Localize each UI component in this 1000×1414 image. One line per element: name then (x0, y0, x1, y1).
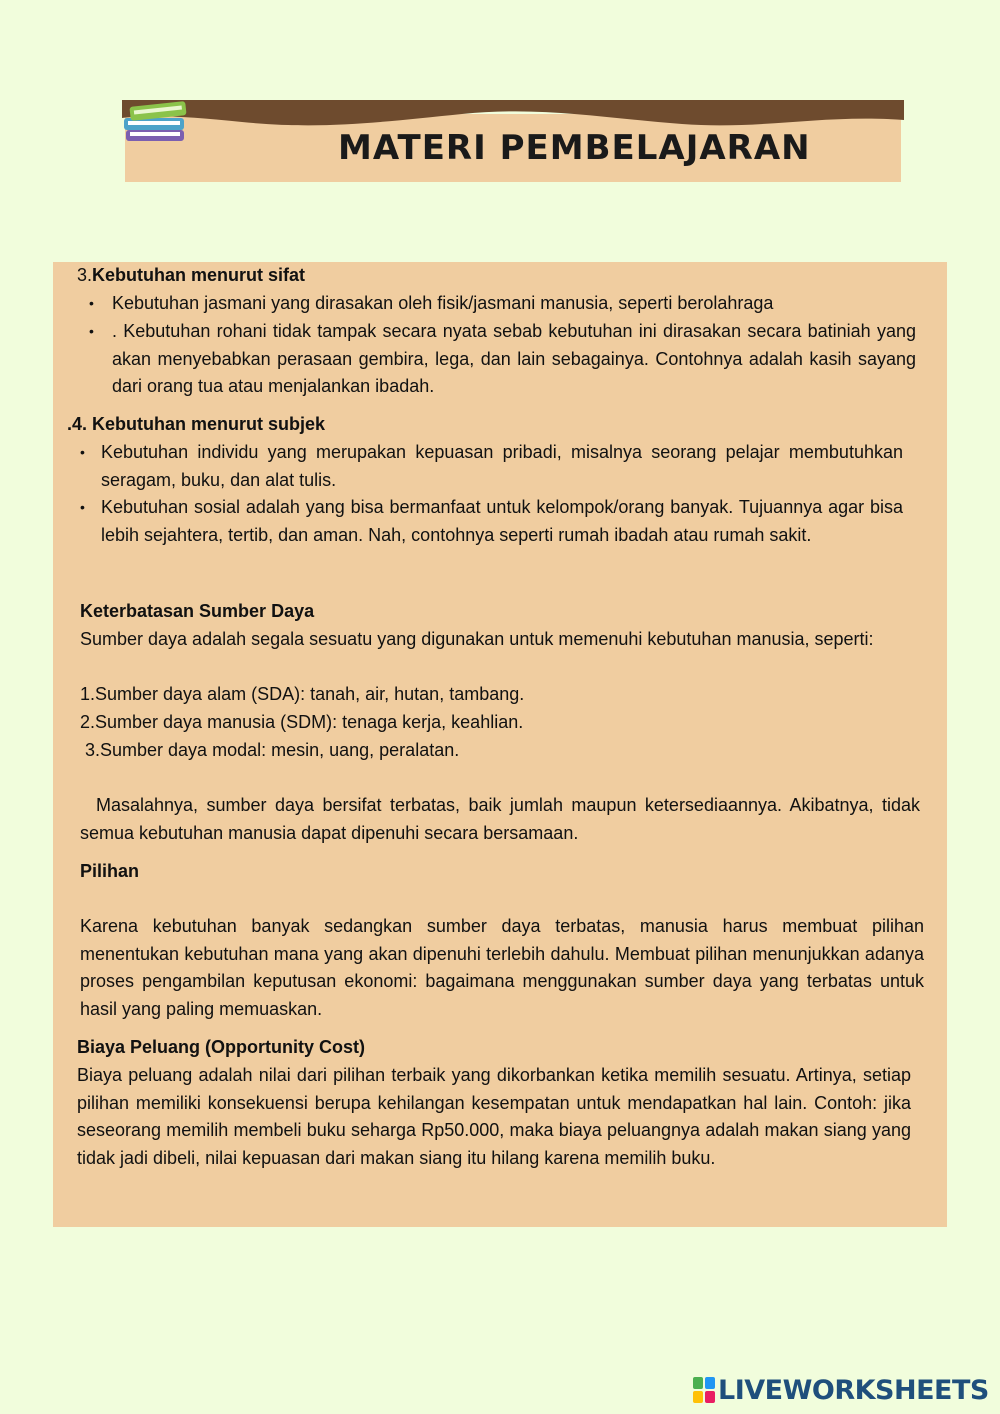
heading-text: Kebutuhan menurut sifat (92, 265, 306, 285)
heading-number: 3. (77, 265, 93, 285)
keterbatasan-intro: Sumber daya adalah segala sesuatu yang digunakan untuk memenuhi kebutuhan manusia, seperti: (80, 629, 874, 649)
content-panel (53, 262, 947, 1227)
section-biaya-heading: Biaya Peluang (Opportunity Cost) (77, 1037, 366, 1057)
section-subjek-heading: .4. Kebutuhan menurut subjek (67, 414, 326, 434)
section-sifat-heading (77, 262, 305, 290)
list-item (112, 318, 916, 401)
resource-list-item: 2.Sumber daya manusia (SDM): tenaga kerja, keahlian. (80, 712, 524, 732)
logo-mark-icon (693, 1377, 715, 1403)
bullet-icon: • (80, 444, 85, 460)
section-pilihan-heading: Pilihan (80, 861, 140, 881)
header-banner (122, 100, 904, 184)
list-item: Kebutuhan individu yang merupakan kepuasan pribadi, misalnya seorang pelajar membutuhkan seragam, buku, dan alat tulis. (101, 442, 903, 490)
biaya-body: Biaya peluang adalah nilai dari pilihan terbaik yang dikorbankan ketika memilih sesuatu. Artinya, setiap pilihan memiliki konsekuensi berupa kehilangan kesempatan untuk mendapatkan hal lain. Contoh: jika seseorang memilih membeli buku seharga Rp50.000, maka biaya peluangnya adalah makan siang yang tidak jadi dibeli, nilai kepuasan dari makan siang itu hilang karena memilih buku. (77, 1065, 911, 1169)
bullet-icon: • (89, 323, 94, 339)
pilihan-body: Karena kebutuhan banyak sedangkan sumber daya terbatas, manusia harus membuat pilihan menentukan kebutuhan mana yang akan dipenuhi terlebih dahulu. Membuat pilihan menunjukkan adanya proses pengambilan keputusan ekonomi: bagaimana menggunakan sumber daya yang terbatas untuk hasil yang paling memuaskan. (80, 916, 924, 1020)
logo-text: LIVEWORKSHEETS (718, 1374, 989, 1406)
list-item-text: . Kebutuhan rohani tidak tampak secara nyata sebab kebutuhan ini dirasakan secara batiniah yang akan menyebabkan perasaan gembira, lega, dan lain sebagainya. Contohnya adalah kasih sayang dari orang tua atau menjalankan ibadah. (112, 321, 916, 397)
bullet-icon: • (80, 499, 85, 515)
bullet-icon: • (89, 295, 94, 311)
books-icon (122, 100, 192, 146)
section-keterbatasan-heading: Keterbatasan Sumber Daya (80, 601, 315, 621)
keterbatasan-closing: Masalahnya, sumber daya bersifat terbatas, baik jumlah maupun ketersediaannya. Akibatnya, tidak semua kebutuhan manusia dapat dipenuhi secara bersamaan. (80, 795, 920, 843)
list-item: Kebutuhan sosial adalah yang bisa bermanfaat untuk kelompok/orang banyak. Tujuannya agar bisa lebih sejahtera, tertib, dan aman. Nah, contohnya seperti rumah ibadah atau rumah sakit. (101, 497, 903, 545)
list-item: Kebutuhan jasmani yang dirasakan oleh fisik/jasmani manusia, seperti berolahraga (112, 293, 774, 313)
resource-list-item: 3.Sumber daya modal: mesin, uang, peralatan. (80, 740, 460, 760)
page-title: MATERI PEMBELAJARAN (338, 128, 811, 168)
liveworksheets-logo[interactable] (693, 1373, 989, 1407)
resource-list-item: 1.Sumber daya alam (SDA): tanah, air, hutan, tambang. (80, 684, 525, 704)
